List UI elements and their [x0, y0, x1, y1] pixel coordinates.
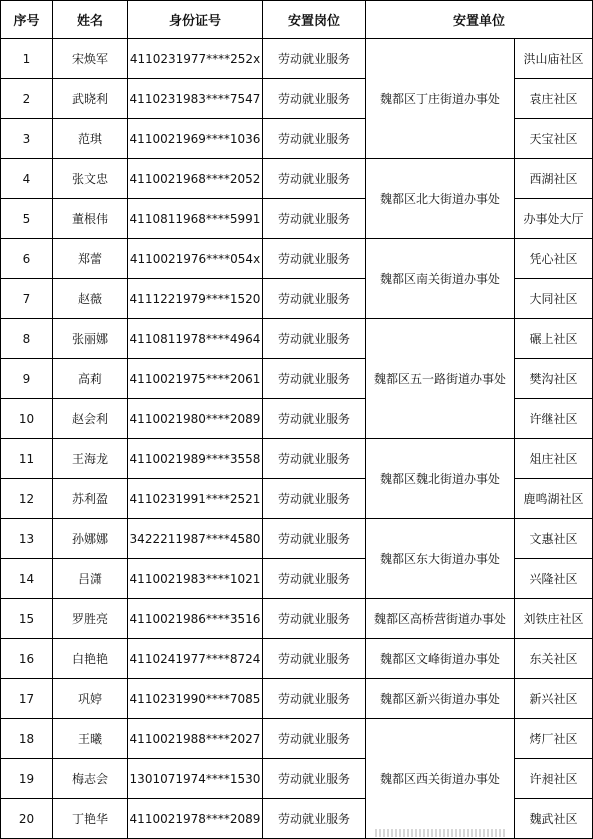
cell-position: 劳动就业服务	[263, 679, 366, 719]
cell-seq: 11	[1, 439, 53, 479]
cell-name: 白艳艳	[53, 639, 128, 679]
cell-community: 新兴社区	[515, 679, 593, 719]
cell-community: 碾上社区	[515, 319, 593, 359]
cell-office: 魏都区五一路街道办事处	[366, 319, 515, 439]
cell-community: 许继社区	[515, 399, 593, 439]
cell-position: 劳动就业服务	[263, 599, 366, 639]
cell-seq: 15	[1, 599, 53, 639]
cell-seq: 3	[1, 119, 53, 159]
table-row	[1, 519, 593, 559]
cell-name: 王曦	[53, 719, 128, 759]
cell-seq: 14	[1, 559, 53, 599]
cell-id: 4110231991****2521	[128, 479, 263, 519]
header-name: 姓名	[53, 1, 128, 39]
cell-office: 魏都区丁庄街道办事处	[366, 39, 515, 159]
cell-community: 鹿鸣湖社区	[515, 479, 593, 519]
cell-id: 4110021978****2089	[128, 799, 263, 839]
cell-id: 4110021975****2061	[128, 359, 263, 399]
cell-position: 劳动就业服务	[263, 479, 366, 519]
header-seq: 序号	[1, 1, 53, 39]
cell-id: 4110811968****5991	[128, 199, 263, 239]
cell-id: 4110021983****1021	[128, 559, 263, 599]
cell-id: 4110021988****2027	[128, 719, 263, 759]
cell-position: 劳动就业服务	[263, 199, 366, 239]
cell-name: 丁艳华	[53, 799, 128, 839]
cell-community: 刘铁庄社区	[515, 599, 593, 639]
cell-name: 范琪	[53, 119, 128, 159]
cell-community: 凭心社区	[515, 239, 593, 279]
cell-name: 赵薇	[53, 279, 128, 319]
cell-name: 苏利盈	[53, 479, 128, 519]
cell-seq: 7	[1, 279, 53, 319]
cell-position: 劳动就业服务	[263, 439, 366, 479]
cell-name: 巩婷	[53, 679, 128, 719]
cell-seq: 9	[1, 359, 53, 399]
cell-position: 劳动就业服务	[263, 719, 366, 759]
cell-community: 烤厂社区	[515, 719, 593, 759]
cell-id: 4110021969****1036	[128, 119, 263, 159]
cell-name: 吕潇	[53, 559, 128, 599]
cell-position: 劳动就业服务	[263, 239, 366, 279]
cell-id: 4110231983****7547	[128, 79, 263, 119]
cell-position: 劳动就业服务	[263, 319, 366, 359]
table-row	[1, 439, 593, 479]
table-row	[1, 239, 593, 279]
cell-seq: 17	[1, 679, 53, 719]
cell-position: 劳动就业服务	[263, 279, 366, 319]
cell-community: 洪山庙社区	[515, 39, 593, 79]
cell-seq: 4	[1, 159, 53, 199]
cell-name: 高莉	[53, 359, 128, 399]
cell-id: 4111221979****1520	[128, 279, 263, 319]
cell-seq: 12	[1, 479, 53, 519]
cell-office: 魏都区文峰街道办事处	[366, 639, 515, 679]
table-row	[1, 159, 593, 199]
cell-id: 4110021989****3558	[128, 439, 263, 479]
cell-name: 孙娜娜	[53, 519, 128, 559]
cell-office: 魏都区东大街道办事处	[366, 519, 515, 599]
cell-position: 劳动就业服务	[263, 39, 366, 79]
cell-position: 劳动就业服务	[263, 639, 366, 679]
cell-community: 西湖社区	[515, 159, 593, 199]
cell-community: 办事处大厅	[515, 199, 593, 239]
cell-position: 劳动就业服务	[263, 359, 366, 399]
cell-community: 文惠社区	[515, 519, 593, 559]
cell-name: 宋焕军	[53, 39, 128, 79]
table-row	[1, 319, 593, 359]
cell-community: 许昶社区	[515, 759, 593, 799]
cell-position: 劳动就业服务	[263, 119, 366, 159]
cell-id: 4110241977****8724	[128, 639, 263, 679]
cell-id: 4110021976****054x	[128, 239, 263, 279]
cell-office: 魏都区西关街道办事处	[366, 719, 515, 839]
cell-name: 郑蕾	[53, 239, 128, 279]
cell-position: 劳动就业服务	[263, 559, 366, 599]
cell-position: 劳动就业服务	[263, 799, 366, 839]
cell-position: 劳动就业服务	[263, 159, 366, 199]
cell-community: 俎庄社区	[515, 439, 593, 479]
cell-seq: 20	[1, 799, 53, 839]
cell-id: 4110021986****3516	[128, 599, 263, 639]
cell-office: 魏都区南关街道办事处	[366, 239, 515, 319]
cell-community: 魏武社区	[515, 799, 593, 839]
table-row	[1, 639, 593, 679]
cell-name: 张丽娜	[53, 319, 128, 359]
cell-name: 罗胜亮	[53, 599, 128, 639]
cell-name: 王海龙	[53, 439, 128, 479]
cell-community: 大同社区	[515, 279, 593, 319]
cell-name: 赵会利	[53, 399, 128, 439]
cell-office: 魏都区新兴街道办事处	[366, 679, 515, 719]
cell-position: 劳动就业服务	[263, 399, 366, 439]
header-position: 安置岗位	[263, 1, 366, 39]
cell-office: 魏都区高桥营街道办事处	[366, 599, 515, 639]
cell-name: 张文忠	[53, 159, 128, 199]
cell-seq: 16	[1, 639, 53, 679]
cell-community: 兴隆社区	[515, 559, 593, 599]
cell-seq: 10	[1, 399, 53, 439]
header-row	[1, 1, 593, 39]
header-unit: 安置单位	[366, 1, 593, 39]
cell-id: 4110811978****4964	[128, 319, 263, 359]
cell-seq: 8	[1, 319, 53, 359]
cell-community: 袁庄社区	[515, 79, 593, 119]
cell-community: 樊沟社区	[515, 359, 593, 399]
cell-id: 1301071974****1530	[128, 759, 263, 799]
cell-seq: 5	[1, 199, 53, 239]
cell-id: 3422211987****4580	[128, 519, 263, 559]
cell-community: 东关社区	[515, 639, 593, 679]
cell-office: 魏都区北大街道办事处	[366, 159, 515, 239]
cell-position: 劳动就业服务	[263, 79, 366, 119]
cell-position: 劳动就业服务	[263, 759, 366, 799]
cell-community: 天宝社区	[515, 119, 593, 159]
cell-position: 劳动就业服务	[263, 519, 366, 559]
cell-seq: 18	[1, 719, 53, 759]
cell-seq: 6	[1, 239, 53, 279]
cell-seq: 1	[1, 39, 53, 79]
cell-id: 4110231977****252x	[128, 39, 263, 79]
table-body	[1, 39, 593, 839]
cell-id: 4110021968****2052	[128, 159, 263, 199]
table-row	[1, 679, 593, 719]
table-row	[1, 719, 593, 759]
table-row	[1, 39, 593, 79]
cell-seq: 19	[1, 759, 53, 799]
cell-name: 武晓利	[53, 79, 128, 119]
table-row	[1, 599, 593, 639]
cell-id: 4110021980****2089	[128, 399, 263, 439]
cell-id: 4110231990****7085	[128, 679, 263, 719]
scan-artifact	[375, 829, 505, 837]
cell-name: 梅志会	[53, 759, 128, 799]
cell-seq: 13	[1, 519, 53, 559]
cell-office: 魏都区魏北街道办事处	[366, 439, 515, 519]
header-id: 身份证号	[128, 1, 263, 39]
cell-name: 董根伟	[53, 199, 128, 239]
cell-seq: 2	[1, 79, 53, 119]
